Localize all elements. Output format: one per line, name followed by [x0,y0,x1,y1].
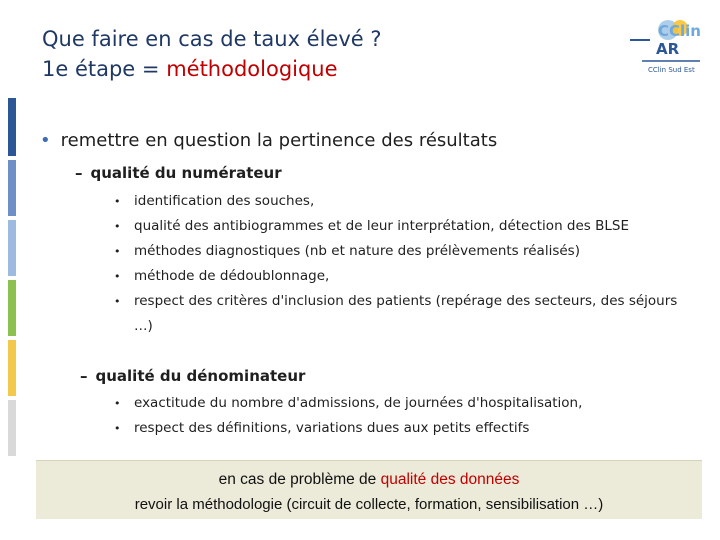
list-item-text: méthode de dédoublonnage, [134,268,330,284]
bullet-icon: • [114,295,121,308]
title-line-2 [42,54,602,84]
list-item-continuation: …) [134,318,153,334]
summary-line-1-accent: qualité des données [380,471,520,488]
denominator-list [114,391,582,441]
sidebar-segment [8,340,16,396]
bullet-icon: • [114,245,121,258]
list-item-text: qualité des antibiogrammes et de leur interprétation, détection des BLSE [134,218,629,234]
list-item-text: exactitude du nombre d'admissions, de journées d'hospitalisation, [134,395,583,411]
list-item-text: méthodes diagnostiques (nb et nature des prélèvements réalisés) [134,243,580,259]
list-item [114,391,582,416]
title-line-2-accent: méthodologique [166,57,338,81]
title-line-2-prefix: 1e étape = [42,57,167,81]
list-item-text: identification des souches, [134,193,315,209]
list-item-text: respect des critères d'inclusion des patients (repérage des secteurs, des séjours [134,293,678,309]
bullet-icon: • [114,270,121,283]
list-item [114,189,677,214]
numerator-list [114,189,677,339]
sidebar-segment [8,280,16,336]
sidebar-segment [8,400,16,456]
decorative-sidebar [0,98,24,460]
bullet-icon: • [114,422,121,435]
cclin-logo [628,14,710,78]
logo-text-ar: AR [656,40,680,58]
dash-icon: – [75,164,83,182]
dash-icon: – [80,367,88,385]
bullet-icon: • [114,220,121,233]
sidebar-segment [8,220,16,276]
title-line-1: Que faire en cas de taux élevé ? [42,27,382,51]
sidebar-segment [8,160,16,216]
logo-text-top: CClin [658,22,701,40]
bullet-icon: • [40,130,51,151]
sidebar-segment [8,98,16,156]
list-item-text: respect des définitions, variations dues aux petits effectifs [134,420,530,436]
list-item [114,264,677,289]
logo-text-bottom: CClin Sud Est [648,66,695,74]
denominator-heading-text: qualité du dénominateur [95,367,306,385]
numerator-heading [75,164,282,182]
numerator-heading-text: qualité du numérateur [90,164,282,182]
list-item [114,289,677,314]
summary-line-1-prefix: en cas de problème de [218,471,381,488]
summary-line-2: revoir la méthodologie (circuit de collecte, formation, sensibilisation …) [134,496,604,513]
level1-text: remettre en question la pertinence des résultats [60,130,498,151]
bullet-icon: • [114,195,121,208]
slide-title [42,24,602,84]
list-item [114,239,677,264]
summary-line-1 [36,471,702,489]
list-item [114,416,582,441]
bullet-icon: • [114,397,121,410]
summary-box [36,460,702,519]
denominator-heading [80,367,305,385]
level1-bullet [40,130,497,151]
list-item [114,214,677,239]
